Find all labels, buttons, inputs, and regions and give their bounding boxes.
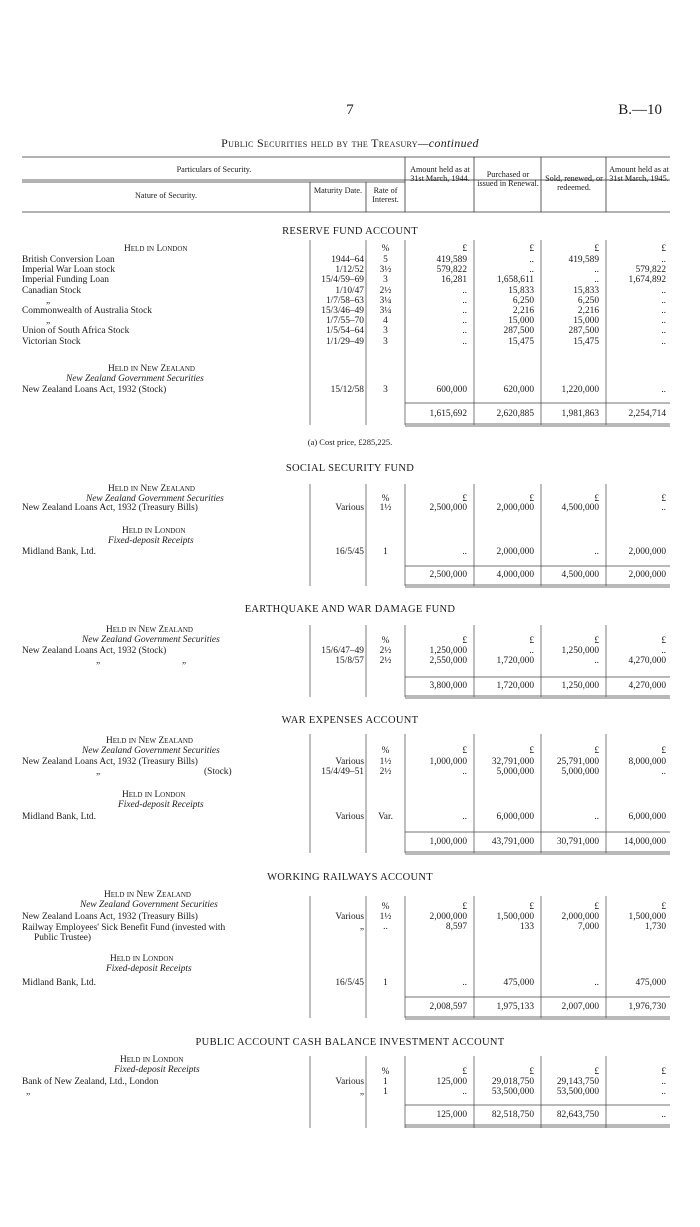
symbol-pound: £ bbox=[594, 636, 599, 646]
symbol-pound: £ bbox=[462, 494, 467, 504]
section-title: EARTHQUAKE AND WAR DAMAGE FUND bbox=[244, 604, 456, 615]
sold: 287,500 bbox=[568, 326, 599, 337]
total-amount-1944: 2,500,000 bbox=[429, 570, 467, 580]
maturity-date: 16/5/45 bbox=[335, 547, 364, 557]
sold: .. bbox=[594, 812, 599, 822]
header-particulars: Particulars of Security. bbox=[176, 165, 252, 174]
row-label: New Zealand Loans Act, 1932 (Stock) bbox=[22, 646, 167, 656]
interest-rate: 3½ bbox=[379, 265, 392, 276]
section-title: WAR EXPENSES ACCOUNT bbox=[281, 715, 419, 726]
purchased: .. bbox=[529, 255, 534, 265]
amount-1944: .. bbox=[462, 295, 467, 306]
interest-rate: 1½ bbox=[379, 912, 392, 922]
purchased: 287,500 bbox=[503, 326, 534, 337]
sold: 1,250,000 bbox=[561, 646, 599, 656]
row-label: Victorian Stock bbox=[22, 336, 81, 347]
row-label: New Zealand Loans Act, 1932 (Treasury Bills) bbox=[22, 912, 198, 922]
maturity-date: Various bbox=[335, 912, 364, 922]
interest-rate: 1 bbox=[383, 1087, 388, 1097]
purchased: .. bbox=[529, 265, 534, 276]
maturity-date: 1/5/54–64 bbox=[325, 326, 364, 337]
title-continued: —continued bbox=[417, 136, 479, 150]
sold: 419,589 bbox=[568, 255, 599, 265]
amount-1944: 16,281 bbox=[441, 275, 467, 286]
sold: 29,143,750 bbox=[556, 1077, 599, 1087]
amount-1944: 1,000,000 bbox=[429, 757, 467, 767]
amount-1944: .. bbox=[462, 1087, 467, 1097]
purchased: 32,791,000 bbox=[491, 757, 534, 767]
purchased: 6,250 bbox=[512, 295, 534, 306]
purchased: 6,000,000 bbox=[496, 812, 534, 822]
total-sold: 1,981,863 bbox=[561, 409, 599, 419]
symbol-percent: % bbox=[381, 746, 390, 756]
symbol-pound: £ bbox=[594, 244, 599, 254]
interest-rate: 1½ bbox=[379, 503, 392, 513]
total-sold: 82,643,750 bbox=[556, 1110, 599, 1120]
subhead-held-london: Held in London bbox=[124, 244, 188, 254]
maturity-date: 15/3/46–49 bbox=[321, 306, 364, 316]
symbol-percent: % bbox=[381, 902, 390, 912]
symbol-pound: £ bbox=[462, 1067, 467, 1077]
document-reference: B.—10 bbox=[618, 102, 662, 118]
row-label: Commonwealth of Australia Stock bbox=[22, 306, 152, 316]
interest-rate: 3¼ bbox=[379, 306, 392, 316]
sold: 6,250 bbox=[577, 295, 599, 306]
subhead-held-nz: Held in New Zealand bbox=[104, 890, 191, 900]
symbol-percent: % bbox=[381, 494, 390, 504]
total-amount-1945: 14,000,000 bbox=[623, 837, 666, 847]
page-number: 7 bbox=[346, 102, 354, 118]
total-amount-1945: 1,976,730 bbox=[628, 1002, 666, 1012]
row-label-sick-fund-cont: Public Trustee) bbox=[34, 933, 92, 943]
subhead-fixed-deposit: Fixed-deposit Receipts bbox=[114, 1065, 200, 1075]
purchased: 5,000,000 bbox=[496, 767, 534, 777]
row-label: „ bbox=[96, 767, 101, 777]
row-label: Bank of New Zealand, Ltd., London bbox=[22, 1077, 159, 1087]
amount-1944: 125,000 bbox=[436, 1077, 467, 1087]
purchased: 2,000,000 bbox=[496, 503, 534, 513]
row-label: Canadian Stock bbox=[22, 285, 82, 296]
total-sold: 30,791,000 bbox=[556, 837, 599, 847]
amount-1945: .. bbox=[661, 285, 666, 296]
maturity-date: 15/4/49–51 bbox=[321, 767, 364, 777]
amount-1944: .. bbox=[462, 326, 467, 337]
purchased: 2,216 bbox=[512, 306, 534, 316]
maturity-date: 1/12/52 bbox=[335, 265, 364, 276]
maturity-date: „ bbox=[359, 922, 364, 932]
amount-1945: .. bbox=[661, 295, 666, 306]
ditto-mark: „ bbox=[182, 656, 187, 666]
amount-1945: 4,270,000 bbox=[628, 656, 666, 666]
row-label: Imperial War Loan stock bbox=[22, 265, 116, 276]
amount-1944: .. bbox=[462, 316, 467, 327]
header-rate: Rate of Interest. bbox=[372, 186, 399, 204]
amount-1945: .. bbox=[661, 385, 666, 395]
header-held-1944: Amount held as at 31st March, 1944. bbox=[410, 165, 470, 183]
total-sold: 1,250,000 bbox=[561, 681, 599, 691]
header-sold: Sold, renewed, or redeemed. bbox=[545, 174, 603, 192]
row-label-stock: (Stock) bbox=[204, 767, 232, 777]
purchased: 2,000,000 bbox=[496, 547, 534, 557]
amount-1944: 2,000,000 bbox=[429, 912, 467, 922]
amount-1944: 579,822 bbox=[436, 265, 467, 276]
interest-rate: 3¼ bbox=[379, 295, 392, 306]
interest-rate: 2½ bbox=[379, 656, 392, 666]
subhead-held-london: Held in London bbox=[122, 790, 186, 800]
amount-1944: .. bbox=[462, 306, 467, 316]
interest-rate: .. bbox=[383, 922, 388, 932]
total-amount-1945: .. bbox=[661, 1110, 666, 1120]
symbol-percent: % bbox=[381, 1067, 390, 1077]
subhead-held-london: Held in London bbox=[110, 954, 174, 964]
symbol-pound: £ bbox=[529, 902, 534, 912]
purchased: 15,000 bbox=[508, 316, 534, 327]
row-label: Midland Bank, Ltd. bbox=[22, 812, 96, 822]
total-amount-1944: 125,000 bbox=[436, 1110, 467, 1120]
amount-1945: .. bbox=[661, 306, 666, 316]
amount-1944: 2,550,000 bbox=[429, 656, 467, 666]
subhead-fixed-deposit: Fixed-deposit Receipts bbox=[106, 964, 192, 974]
section-title: RESERVE FUND ACCOUNT bbox=[282, 226, 418, 237]
symbol-pound: £ bbox=[661, 902, 666, 912]
maturity-date: Various bbox=[335, 812, 364, 822]
total-purchased: 4,000,000 bbox=[496, 570, 534, 580]
amount-1945: .. bbox=[661, 1077, 666, 1087]
subhead-held-nz: Held in New Zealand bbox=[106, 736, 193, 746]
interest-rate: 5 bbox=[383, 255, 388, 265]
sold: 53,500,000 bbox=[556, 1087, 599, 1097]
amount-1945: 8,000,000 bbox=[628, 757, 666, 767]
subhead-held-london: Held in London bbox=[122, 526, 186, 536]
sold: .. bbox=[594, 265, 599, 276]
purchased: 133 bbox=[519, 922, 534, 932]
total-amount-1944: 3,800,000 bbox=[429, 681, 467, 691]
total-amount-1944: 1,000,000 bbox=[429, 837, 467, 847]
total-purchased: 1,720,000 bbox=[496, 681, 534, 691]
sold: 15,000 bbox=[573, 316, 599, 327]
row-label: Imperial Funding Loan bbox=[22, 275, 109, 286]
subhead-nz-govt: New Zealand Government Securities bbox=[66, 374, 204, 384]
sold: 5,000,000 bbox=[561, 767, 599, 777]
amount-1945: 6,000,000 bbox=[628, 812, 666, 822]
symbol-pound: £ bbox=[462, 244, 467, 254]
amount-1945: 579,822 bbox=[635, 265, 666, 276]
sold: 7,000 bbox=[577, 922, 599, 932]
amount-1945: 2,000,000 bbox=[628, 547, 666, 557]
interest-rate: 3 bbox=[383, 336, 388, 347]
total-purchased: 2,620,885 bbox=[496, 409, 534, 419]
row-label: „ bbox=[96, 656, 101, 666]
sold: 2,216 bbox=[577, 306, 599, 316]
amount-1944: 600,000 bbox=[436, 385, 467, 395]
header-nature: Nature of Security. bbox=[135, 191, 197, 200]
amount-1944: .. bbox=[462, 336, 467, 347]
symbol-pound: £ bbox=[594, 494, 599, 504]
total-purchased: 43,791,000 bbox=[491, 837, 534, 847]
subhead-fixed-deposit: Fixed-deposit Receipts bbox=[108, 536, 194, 546]
sold: 15,475 bbox=[573, 336, 599, 347]
subhead-nz-govt: New Zealand Government Securities bbox=[82, 635, 220, 645]
sold: 2,000,000 bbox=[561, 912, 599, 922]
symbol-pound: £ bbox=[594, 746, 599, 756]
purchased: 53,500,000 bbox=[491, 1087, 534, 1097]
row-label: British Conversion Loan bbox=[22, 255, 115, 265]
row-label: Union of South Africa Stock bbox=[22, 326, 130, 337]
amount-1945: 1,674,892 bbox=[628, 275, 666, 286]
amount-1945: .. bbox=[661, 336, 666, 347]
symbol-pound: £ bbox=[462, 902, 467, 912]
page-title bbox=[0, 136, 700, 151]
interest-rate: 3 bbox=[383, 275, 388, 286]
symbol-pound: £ bbox=[661, 636, 666, 646]
header-maturity: Maturity Date. bbox=[313, 186, 363, 195]
amount-1945: 1,500,000 bbox=[628, 912, 666, 922]
total-amount-1944: 2,008,597 bbox=[429, 1002, 467, 1012]
subhead-held-nz: Held in New Zealand bbox=[106, 625, 193, 635]
sold: .. bbox=[594, 275, 599, 286]
interest-rate: 1½ bbox=[379, 757, 392, 767]
amount-1944: .. bbox=[462, 547, 467, 557]
symbol-pound: £ bbox=[594, 902, 599, 912]
total-amount-1944: 1,615,692 bbox=[429, 409, 467, 419]
sold: 1,220,000 bbox=[561, 385, 599, 395]
interest-rate: 1 bbox=[383, 547, 388, 557]
section-title: PUBLIC ACCOUNT CASH BALANCE INVESTMENT ACCOUNT bbox=[195, 1037, 505, 1048]
subhead-held-nz: Held in New Zealand bbox=[108, 484, 195, 494]
purchased: 29,018,750 bbox=[491, 1077, 534, 1087]
purchased: 1,500,000 bbox=[496, 912, 534, 922]
row-label: Midland Bank, Ltd. bbox=[22, 547, 96, 557]
sold: 4,500,000 bbox=[561, 503, 599, 513]
purchased: 475,000 bbox=[503, 978, 534, 988]
subhead-nz-govt: New Zealand Government Securities bbox=[80, 900, 218, 910]
symbol-pound: £ bbox=[661, 494, 666, 504]
interest-rate: 3 bbox=[383, 385, 388, 395]
symbol-pound: £ bbox=[661, 1067, 666, 1077]
maturity-date: 1/10/47 bbox=[335, 285, 364, 296]
subhead-held-london: Held in London bbox=[120, 1055, 184, 1065]
amount-1945: .. bbox=[661, 326, 666, 337]
section-title: SOCIAL SECURITY FUND bbox=[285, 463, 415, 474]
purchased: 620,000 bbox=[503, 385, 534, 395]
symbol-percent: % bbox=[381, 636, 390, 646]
symbol-pound: £ bbox=[462, 746, 467, 756]
sold: .. bbox=[594, 656, 599, 666]
subhead-nz-govt: New Zealand Government Securities bbox=[82, 746, 220, 756]
symbol-pound: £ bbox=[529, 636, 534, 646]
amount-1945: .. bbox=[661, 646, 666, 656]
total-purchased: 1,975,133 bbox=[496, 1002, 534, 1012]
row-label: Midland Bank, Ltd. bbox=[22, 978, 96, 988]
symbol-pound: £ bbox=[661, 746, 666, 756]
maturity-date: 1/1/29–49 bbox=[325, 336, 364, 347]
row-label: New Zealand Loans Act, 1932 (Treasury Bills) bbox=[22, 503, 198, 513]
symbol-pound: £ bbox=[462, 636, 467, 646]
amount-1945: 1,730 bbox=[644, 922, 666, 932]
symbol-pound: £ bbox=[529, 494, 534, 504]
amount-1944: .. bbox=[462, 285, 467, 296]
maturity-date: 15/4/59–69 bbox=[321, 275, 364, 286]
interest-rate: 2½ bbox=[379, 646, 392, 656]
interest-rate: 1 bbox=[383, 978, 388, 988]
amount-1945: .. bbox=[661, 1087, 666, 1097]
amount-1944: 8,597 bbox=[445, 922, 467, 932]
sold: 25,791,000 bbox=[556, 757, 599, 767]
symbol-pound: £ bbox=[529, 244, 534, 254]
symbol-pound: £ bbox=[529, 746, 534, 756]
sold: .. bbox=[594, 978, 599, 988]
amount-1945: .. bbox=[661, 767, 666, 777]
title-text: Public Securities held by the Treasury bbox=[221, 136, 418, 150]
section-title: WORKING RAILWAYS ACCOUNT bbox=[267, 872, 433, 883]
total-amount-1945: 2,000,000 bbox=[628, 570, 666, 580]
purchased: 15,475 bbox=[508, 336, 534, 347]
maturity-date: 15/12/58 bbox=[330, 385, 364, 395]
subhead-nz-govt: New Zealand Government Securities bbox=[86, 494, 224, 504]
symbol-percent: % bbox=[381, 244, 390, 254]
purchased: 15,833 bbox=[508, 285, 534, 296]
purchased: .. bbox=[529, 646, 534, 656]
interest-rate: 4 bbox=[383, 316, 388, 327]
row-label: „ bbox=[46, 316, 51, 327]
amount-1945: .. bbox=[661, 503, 666, 513]
row-label: „ bbox=[46, 295, 51, 306]
row-label: New Zealand Loans Act, 1932 (Treasury Bills) bbox=[22, 757, 198, 767]
maturity-date: Various bbox=[335, 757, 364, 767]
interest-rate: 2½ bbox=[379, 767, 392, 777]
total-amount-1945: 4,270,000 bbox=[628, 681, 666, 691]
interest-rate: 1 bbox=[383, 1077, 388, 1087]
footnote: (a) Cost price, £285,225. bbox=[307, 437, 393, 447]
maturity-date: 16/5/45 bbox=[335, 978, 364, 988]
amount-1944: 2,500,000 bbox=[429, 503, 467, 513]
maturity-date: 1944–64 bbox=[331, 255, 364, 265]
interest-rate: 3 bbox=[383, 326, 388, 337]
row-label: „ bbox=[26, 1087, 31, 1097]
maturity-date: 15/8/57 bbox=[335, 656, 364, 666]
total-sold: 4,500,000 bbox=[561, 570, 599, 580]
interest-rate: 2½ bbox=[379, 285, 392, 296]
maturity-date: „ bbox=[359, 1087, 364, 1097]
amount-1945: 475,000 bbox=[635, 978, 666, 988]
total-amount-1945: 2,254,714 bbox=[628, 409, 666, 419]
interest-rate: Var. bbox=[378, 812, 393, 822]
symbol-pound: £ bbox=[594, 1067, 599, 1077]
amount-1944: 1,250,000 bbox=[429, 646, 467, 656]
header-purchased: Purchased or issued in Renewal. bbox=[477, 170, 539, 188]
symbol-pound: £ bbox=[529, 1067, 534, 1077]
symbol-pound: £ bbox=[661, 244, 666, 254]
maturity-date: Various bbox=[335, 1077, 364, 1087]
header-held-1945: Amount held as at 31st March, 1945. bbox=[609, 165, 669, 183]
amount-1945: .. bbox=[661, 255, 666, 265]
amount-1945: .. bbox=[661, 316, 666, 327]
amount-1944: .. bbox=[462, 767, 467, 777]
maturity-date: 15/6/47–49 bbox=[321, 646, 364, 656]
sold: 15,833 bbox=[573, 285, 599, 296]
sold: .. bbox=[594, 547, 599, 557]
subhead-fixed-deposit: Fixed-deposit Receipts bbox=[118, 800, 204, 810]
amount-1944: 419,589 bbox=[436, 255, 467, 265]
purchased: 1,720,000 bbox=[496, 656, 534, 666]
row-label-sick-fund: Railway Employees' Sick Benefit Fund (invested with bbox=[22, 923, 226, 933]
maturity-date: 1/7/55–70 bbox=[325, 316, 364, 327]
total-purchased: 82,518,750 bbox=[491, 1110, 534, 1120]
purchased: 1,658,611 bbox=[496, 275, 534, 286]
maturity-date: Various bbox=[335, 503, 364, 513]
subhead-held-nz: Held in New Zealand bbox=[108, 364, 195, 374]
amount-1944: .. bbox=[462, 812, 467, 822]
total-sold: 2,007,000 bbox=[561, 1002, 599, 1012]
amount-1944: .. bbox=[462, 978, 467, 988]
maturity-date: 1/7/58–63 bbox=[325, 295, 364, 306]
row-label: New Zealand Loans Act, 1932 (Stock) bbox=[22, 385, 167, 395]
